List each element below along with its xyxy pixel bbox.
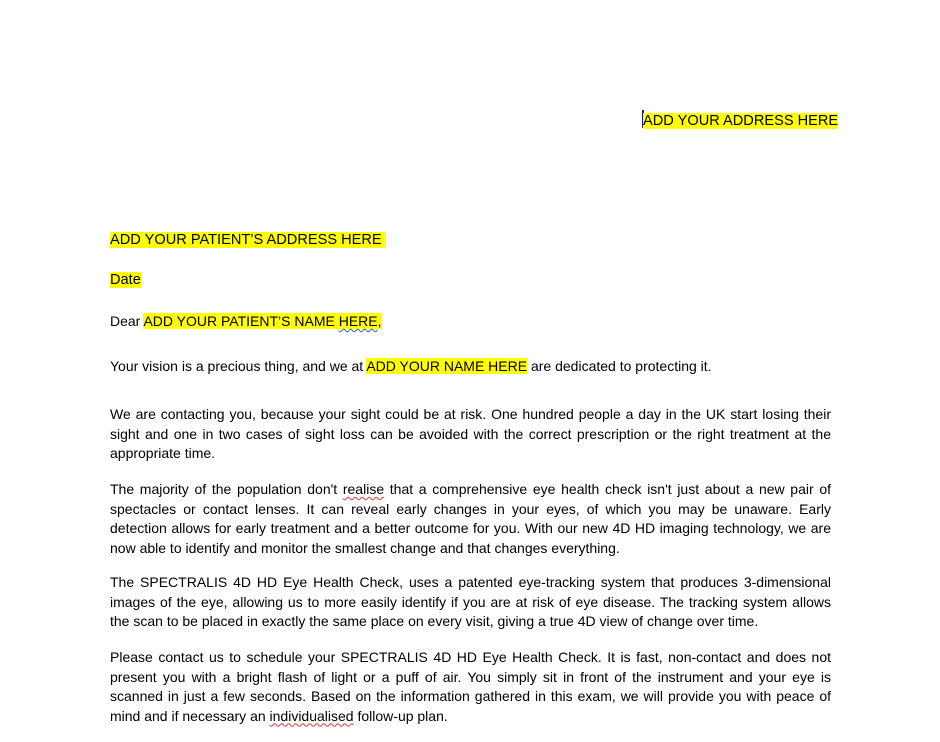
patient-name-placeholder[interactable] (143, 313, 381, 329)
sender-address-placeholder[interactable]: ADD YOUR ADDRESS HERE (643, 113, 839, 129)
paragraph-risk[interactable]: We are contacting you, because your sight could be at risk. One hundred people a day in the UK start losing their sight and one in two cases of sight loss can be avoided with the correct prescription or the right treatment at the appropriate time. (110, 406, 831, 461)
letter-date[interactable] (110, 271, 831, 291)
p4-after: follow-up plan. (353, 707, 448, 724)
misspelled-word-individualised[interactable]: individualised (269, 707, 354, 724)
misspelled-word-realise[interactable]: realise (342, 481, 385, 497)
intro-before: Your vision is a precious thing, and we at (110, 358, 367, 374)
patient-address-trailing-space (382, 232, 386, 248)
paragraph-contact[interactable] (110, 648, 831, 726)
sender-address[interactable] (642, 110, 838, 132)
salutation-prefix: Dear (110, 313, 144, 329)
intro-sentence[interactable] (110, 357, 831, 377)
p4-before: Please contact us to schedule your SPECTRALIS 4D HD Eye Health Check. It is fast, non-contact and does not present you with a bright flash of light or a puff of air. You simply sit in front of the instrument and your eye is scanned in just a few seconds. Based on the information gathered in this exam, we will provide you with peace of mind and if necessary an (110, 649, 831, 724)
patient-name-flagged-word: HERE (338, 313, 378, 329)
p2-before: The majority of the population don't (110, 481, 343, 497)
date-placeholder[interactable]: Date (110, 272, 141, 288)
patient-address[interactable] (110, 231, 831, 251)
patient-address-placeholder[interactable]: ADD YOUR PATIENT’S ADDRESS HERE (110, 232, 382, 248)
practice-name-placeholder[interactable]: ADD YOUR NAME HERE (366, 358, 528, 374)
intro-after: are dedicated to protecting it. (527, 358, 712, 374)
salutation-comma: , (377, 313, 382, 329)
patient-name-text: ADD YOUR PATIENT’S NAME (143, 313, 339, 329)
paragraph-eye-health-check[interactable] (110, 480, 831, 558)
paragraph-spectralis[interactable]: The SPECTRALIS 4D HD Eye Health Check, uses a patented eye-tracking system that produces 3-dimensional images of the eye, allowing us to more easily identify if you are at risk of eye disease. The tracking system allows the scan to be placed in exactly the same place on every visit, giving a true 4D view of change over time. (110, 574, 831, 629)
salutation[interactable] (110, 312, 831, 332)
p2-after: that a comprehensive eye health check isn't just about a new pair of spectacles or contact lenses. It can reveal early changes in your eyes, of which you may be unaware. Early detection allows for early treatment and a better outcome for you. With our new 4D HD imaging technology, we are now able to identify and monitor the smallest change and that changes everything. (110, 481, 832, 556)
